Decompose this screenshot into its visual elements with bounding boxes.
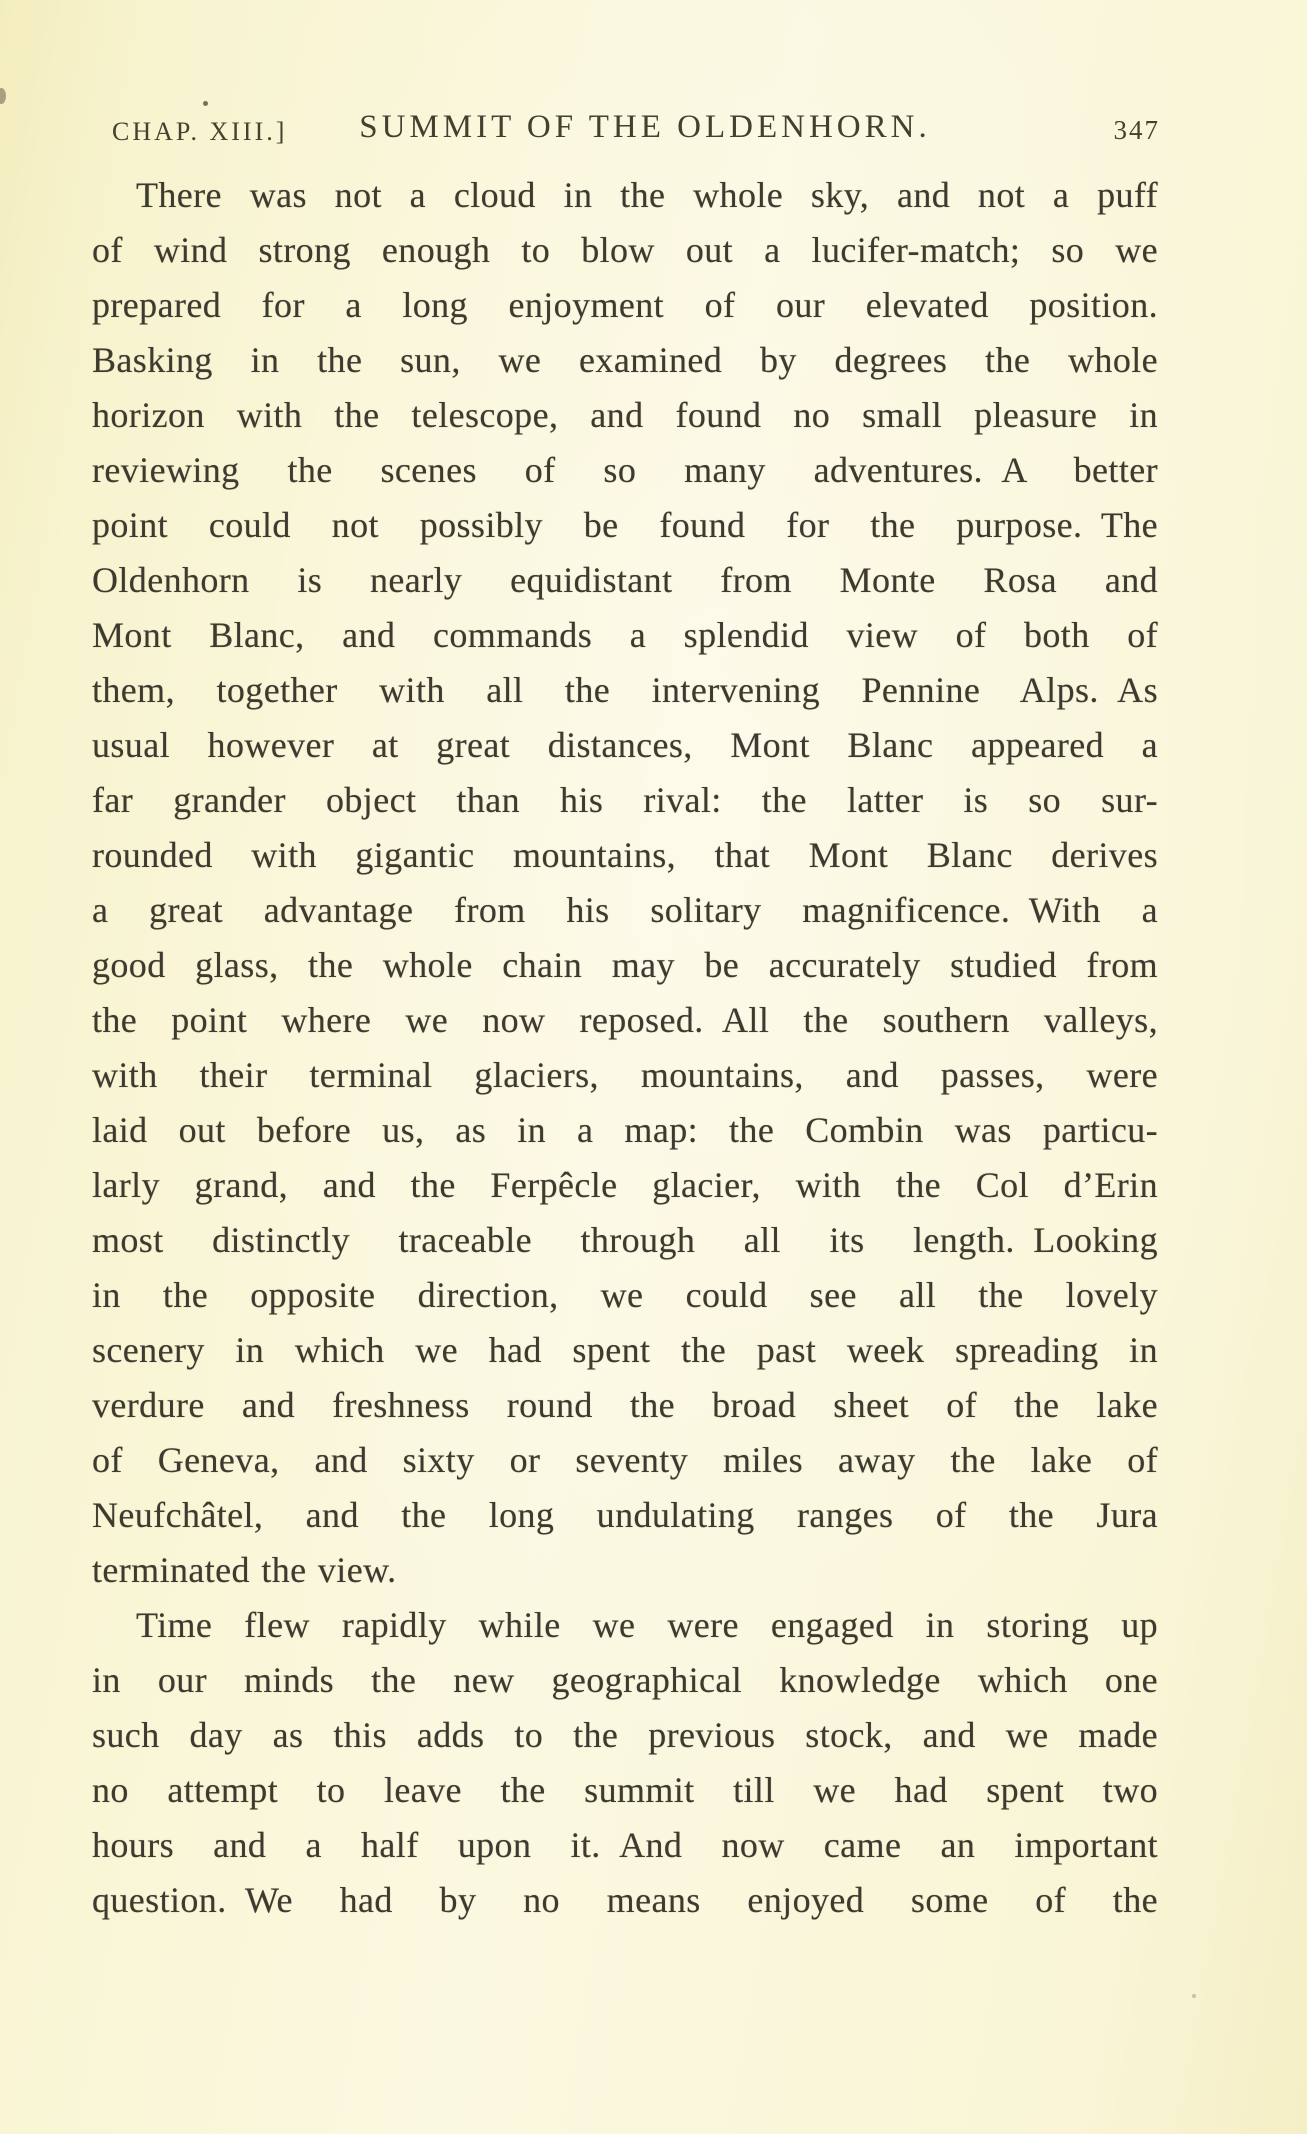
ink-speck	[203, 101, 208, 106]
text-line: with their terminal glaciers, mountains, and passes, were	[92, 1055, 1158, 1095]
text-line: a great advantage from his solitary magnificence. With a	[92, 890, 1158, 930]
page-body	[92, 168, 1158, 1928]
text-line: verdure and freshness round the broad sheet of the lake	[92, 1385, 1158, 1425]
text-line: question. We had by no means enjoyed some of the	[92, 1880, 1158, 1920]
text-line: in our minds the new geographical knowledge which one	[92, 1660, 1158, 1700]
text-line: usual however at great distances, Mont Blanc appeared a	[92, 725, 1158, 765]
text-line: rounded with gigantic mountains, that Mont Blanc derives	[92, 835, 1158, 875]
text-line: terminated the view.	[92, 1550, 397, 1590]
text-line: the point where we now reposed. All the southern valleys,	[92, 1000, 1158, 1040]
text-line: Basking in the sun, we examined by degrees the whole	[92, 340, 1158, 380]
text-line: laid out before us, as in a map: the Combin was particu-	[92, 1110, 1158, 1150]
text-line: larly grand, and the Ferpêcle glacier, with the Col d’Erin	[92, 1165, 1158, 1205]
text-line: hours and a half upon it. And now came an important	[92, 1825, 1158, 1865]
text-line: There was not a cloud in the whole sky, and not a puff	[136, 175, 1158, 215]
text-line: scenery in which we had spent the past week spreading in	[92, 1330, 1158, 1370]
ink-speck	[1192, 1994, 1196, 1998]
text-line: Neufchâtel, and the long undulating ranges of the Jura	[92, 1495, 1158, 1535]
text-line: Time flew rapidly while we were engaged in storing up	[136, 1605, 1158, 1645]
text-line: Mont Blanc, and commands a splendid view of both of	[92, 615, 1158, 655]
text-line: most distinctly traceable through all its length. Looking	[92, 1220, 1158, 1260]
running-header	[0, 0, 1307, 160]
text-line: them, together with all the intervening Pennine Alps. As	[92, 670, 1158, 710]
text-line: reviewing the scenes of so many adventures. A better	[92, 450, 1158, 490]
text-line: far grander object than his rival: the latter is so sur-	[92, 780, 1158, 820]
text-line: good glass, the whole chain may be accurately studied from	[92, 945, 1158, 985]
text-line: no attempt to leave the summit till we had spent two	[92, 1770, 1158, 1810]
page-number: 347	[1113, 115, 1160, 145]
chapter-label: CHAP. XIII.]	[112, 117, 288, 146]
running-title: SUMMIT OF THE OLDENHORN.	[359, 109, 931, 145]
text-line: prepared for a long enjoyment of our elevated position.	[92, 285, 1158, 325]
text-line: horizon with the telescope, and found no small pleasure in	[92, 395, 1158, 435]
text-line: of Geneva, and sixty or seventy miles away the lake of	[92, 1440, 1158, 1480]
text-line: point could not possibly be found for the purpose. The	[92, 505, 1158, 545]
text-line: such day as this adds to the previous stock, and we made	[92, 1715, 1158, 1755]
text-line: in the opposite direction, we could see all the lovely	[92, 1275, 1158, 1315]
text-line: Oldenhorn is nearly equidistant from Monte Rosa and	[92, 560, 1158, 600]
text-line: of wind strong enough to blow out a lucifer-match; so we	[92, 230, 1158, 270]
